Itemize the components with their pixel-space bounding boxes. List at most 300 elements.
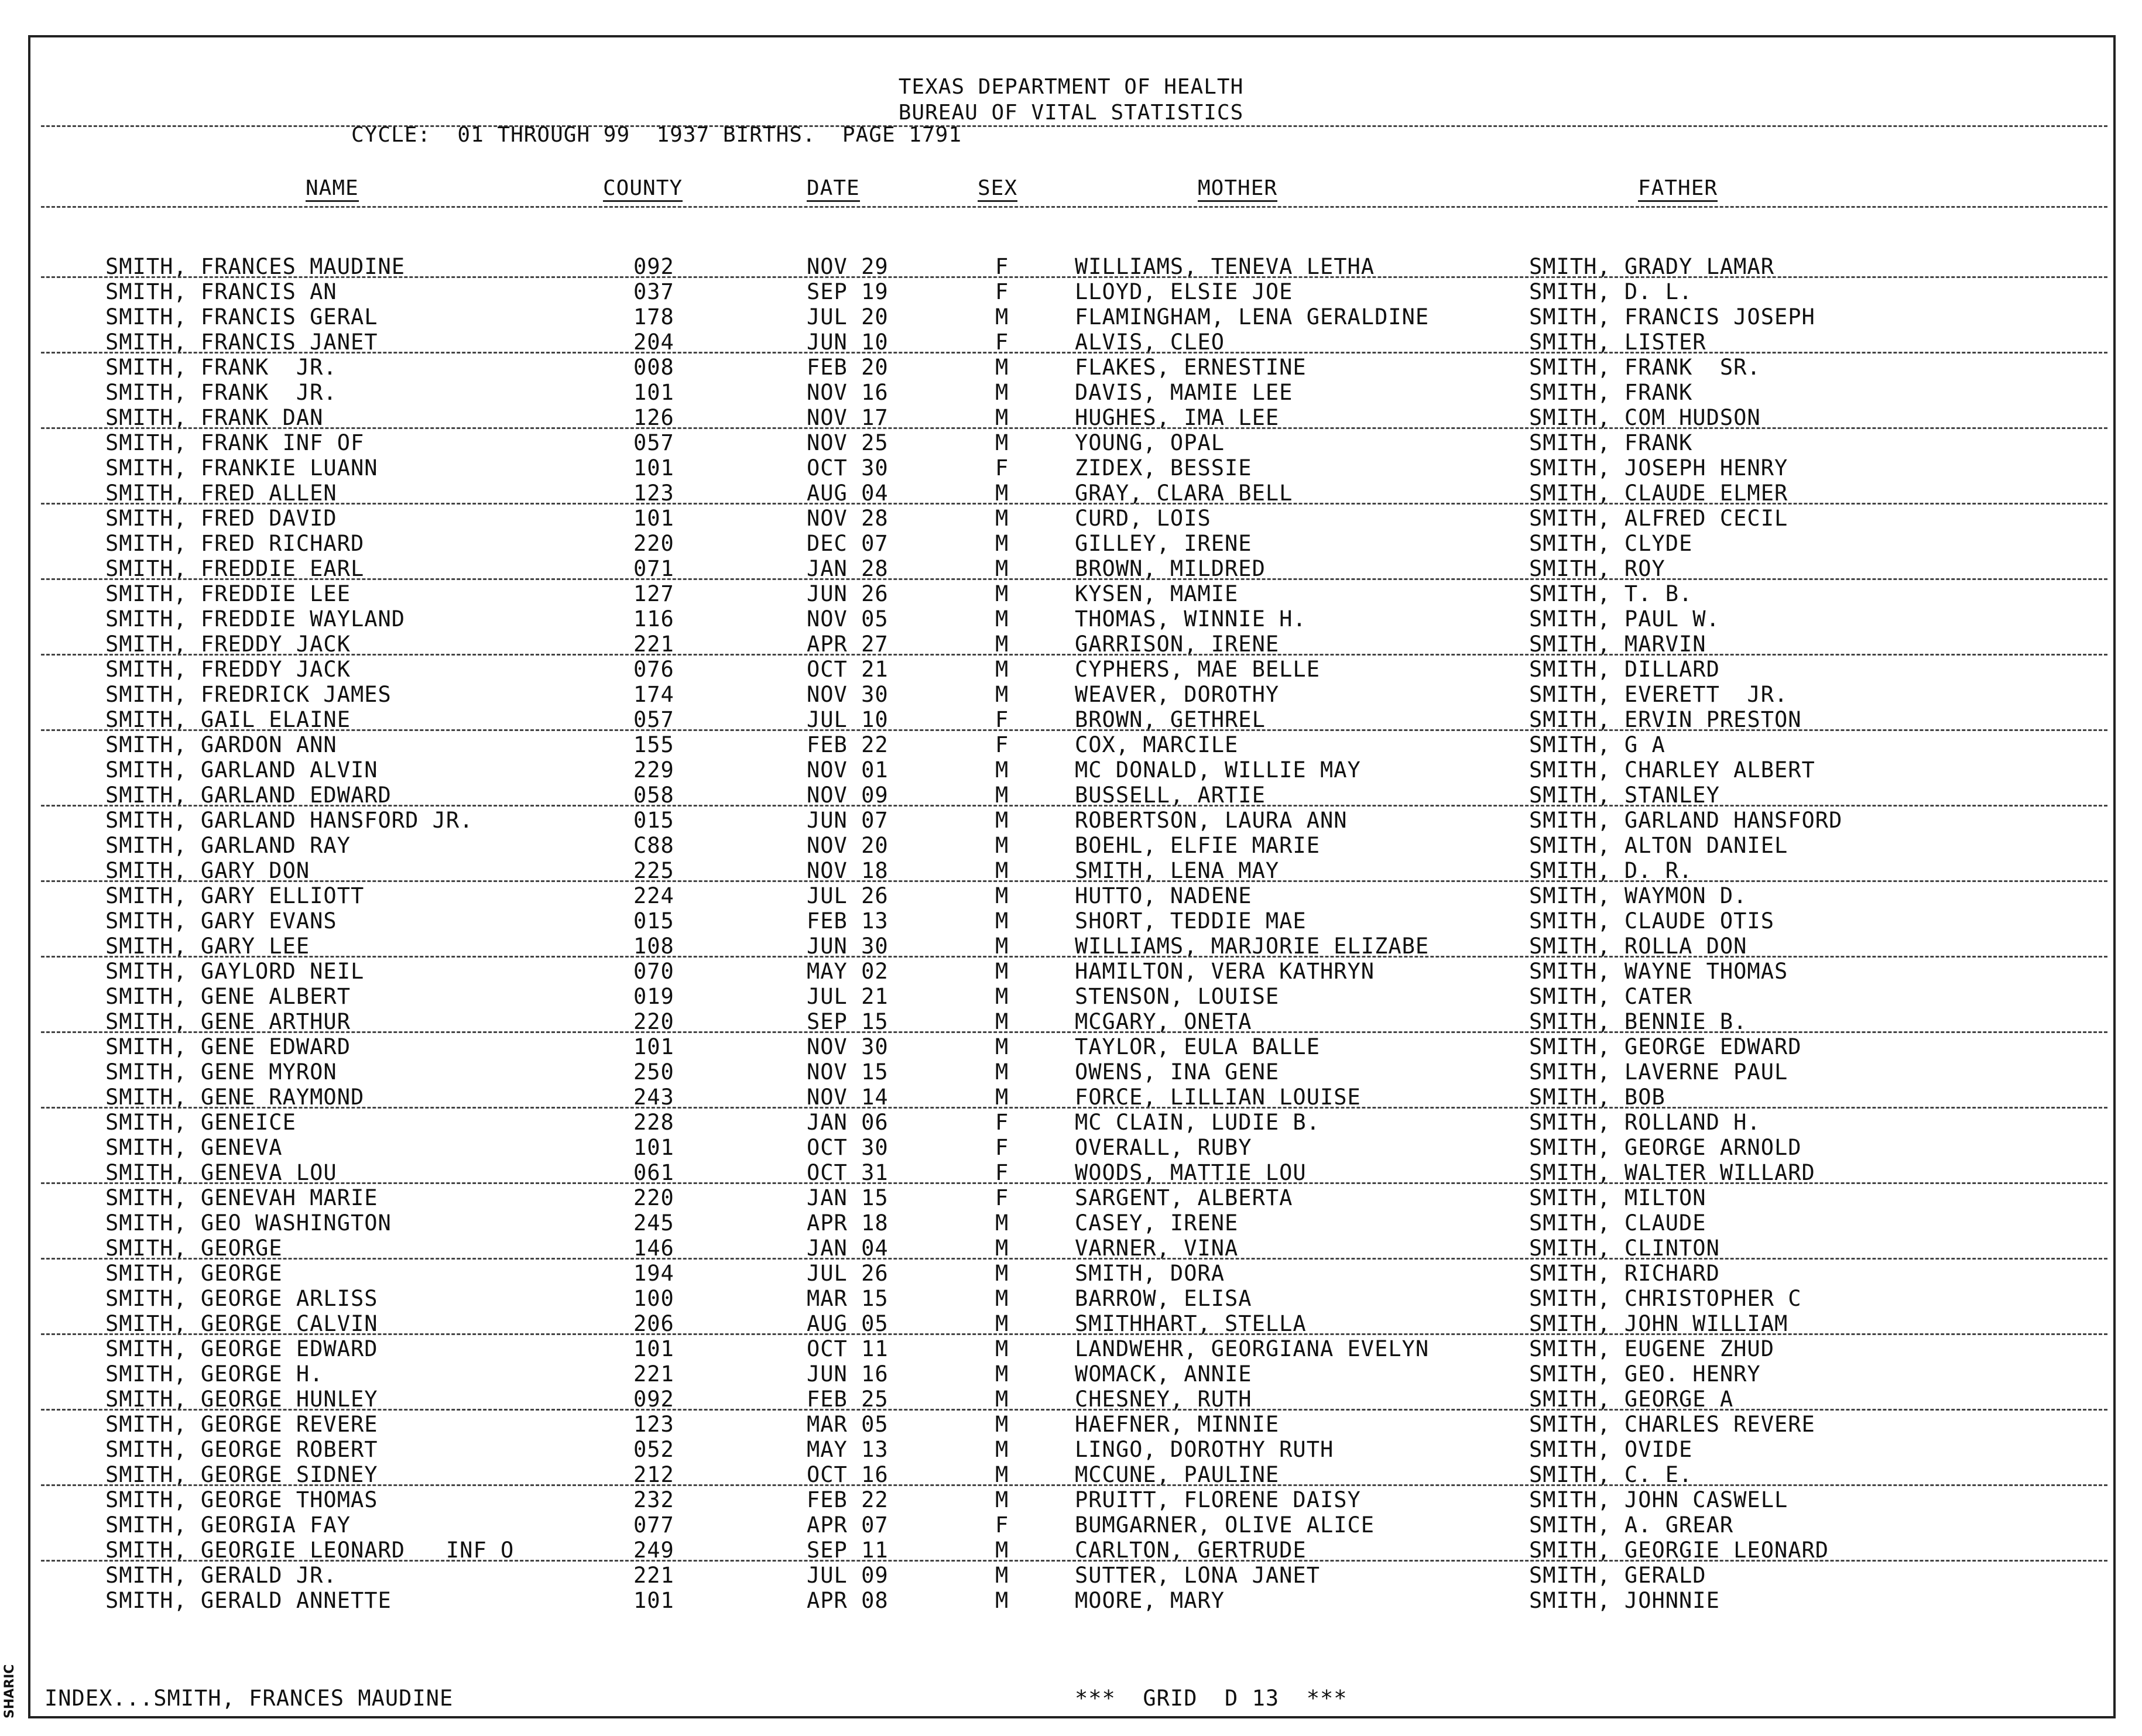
cell-mother: WOMACK, ANNIE xyxy=(1075,1361,1252,1387)
cell-sex: F xyxy=(995,330,1009,355)
cell-date: NOV 01 xyxy=(807,757,889,783)
cell-county: 101 xyxy=(633,1588,674,1613)
cell-date: JAN 04 xyxy=(807,1236,889,1261)
row-separator xyxy=(41,1107,2107,1109)
table-row xyxy=(0,1110,2142,1135)
cell-sex: M xyxy=(995,1286,1009,1311)
cell-county: 077 xyxy=(633,1512,674,1538)
cell-name: SMITH, FRANK JR. xyxy=(105,380,337,405)
cell-father: SMITH, ERVIN PRESTON xyxy=(1529,707,1802,732)
cell-county: 015 xyxy=(633,808,674,833)
cell-father: SMITH, GARLAND HANSFORD xyxy=(1529,808,1843,833)
cell-mother: CHESNEY, RUTH xyxy=(1075,1387,1252,1412)
cell-county: 019 xyxy=(633,984,674,1009)
cell-name: SMITH, GENEVA xyxy=(105,1135,283,1160)
cell-county: 058 xyxy=(633,783,674,808)
row-separator xyxy=(41,880,2107,882)
cell-mother: ROBERTSON, LAURA ANN xyxy=(1075,808,1348,833)
row-separator xyxy=(41,276,2107,278)
cell-county: 221 xyxy=(633,632,674,657)
cell-mother: SMITHHART, STELLA xyxy=(1075,1311,1307,1336)
cell-county: 155 xyxy=(633,732,674,757)
column-header-separator xyxy=(41,206,2107,208)
cell-mother: WILLIAMS, TENEVA LETHA xyxy=(1075,254,1375,279)
table-row xyxy=(0,833,2142,858)
cell-county: 076 xyxy=(633,657,674,682)
table-row xyxy=(0,430,2142,455)
table-row xyxy=(0,1462,2142,1487)
cell-sex: M xyxy=(995,1387,1009,1412)
cell-county: 225 xyxy=(633,858,674,883)
cell-sex: F xyxy=(995,1512,1009,1538)
cell-sex: M xyxy=(995,1487,1009,1512)
cell-father: SMITH, D. R. xyxy=(1529,858,1693,883)
cell-sex: F xyxy=(995,279,1009,304)
cell-sex: M xyxy=(995,1311,1009,1336)
cell-date: JUL 09 xyxy=(807,1563,889,1588)
cell-date: DEC 07 xyxy=(807,531,889,556)
cell-sex: F xyxy=(995,707,1009,732)
cell-date: SEP 15 xyxy=(807,1009,889,1034)
cell-county: 015 xyxy=(633,908,674,934)
cell-name: SMITH, FRANKIE LUANN xyxy=(105,455,378,481)
cell-father: SMITH, T. B. xyxy=(1529,581,1693,606)
cell-sex: F xyxy=(995,455,1009,481)
cell-mother: HAMILTON, VERA KATHRYN xyxy=(1075,959,1375,984)
cell-name: SMITH, GARLAND ALVIN xyxy=(105,757,378,783)
cell-father: SMITH, FRANK xyxy=(1529,430,1693,455)
cell-county: 220 xyxy=(633,1185,674,1210)
cell-date: MAR 05 xyxy=(807,1412,889,1437)
cell-name: SMITH, GEORGE HUNLEY xyxy=(105,1387,378,1412)
table-row xyxy=(0,1487,2142,1512)
cell-date: JUN 07 xyxy=(807,808,889,833)
cell-sex: M xyxy=(995,1412,1009,1437)
cell-name: SMITH, GEORGIE LEONARD INF O xyxy=(105,1538,515,1563)
cell-date: SEP 19 xyxy=(807,279,889,304)
cell-mother: BROWN, MILDRED xyxy=(1075,556,1266,581)
cell-name: SMITH, GARY LEE xyxy=(105,934,310,959)
cell-county: 220 xyxy=(633,531,674,556)
cell-county: 229 xyxy=(633,757,674,783)
table-row xyxy=(0,959,2142,984)
cell-name: SMITH, GARLAND EDWARD xyxy=(105,783,392,808)
cell-mother: MOORE, MARY xyxy=(1075,1588,1225,1613)
cell-mother: PRUITT, FLORENE DAISY xyxy=(1075,1487,1361,1512)
row-separator xyxy=(41,1182,2107,1184)
cell-sex: M xyxy=(995,606,1009,632)
cell-mother: ALVIS, CLEO xyxy=(1075,330,1225,355)
cell-name: SMITH, FRANK INF OF xyxy=(105,430,365,455)
cell-sex: M xyxy=(995,1437,1009,1462)
cell-county: 100 xyxy=(633,1286,674,1311)
cell-date: AUG 05 xyxy=(807,1311,889,1336)
row-separator xyxy=(41,805,2107,807)
cell-sex: M xyxy=(995,380,1009,405)
cell-sex: M xyxy=(995,883,1009,908)
cell-date: NOV 20 xyxy=(807,833,889,858)
cell-sex: M xyxy=(995,1588,1009,1613)
cell-county: 228 xyxy=(633,1110,674,1135)
cell-sex: M xyxy=(995,1563,1009,1588)
cell-sex: F xyxy=(995,1135,1009,1160)
cell-father: SMITH, GEO. HENRY xyxy=(1529,1361,1761,1387)
cell-name: SMITH, GARLAND HANSFORD JR. xyxy=(105,808,474,833)
cell-county: 123 xyxy=(633,1412,674,1437)
cell-name: SMITH, FRED ALLEN xyxy=(105,481,337,506)
cell-date: FEB 20 xyxy=(807,355,889,380)
cell-mother: OWENS, INA GENE xyxy=(1075,1059,1280,1085)
cell-father: SMITH, CLINTON xyxy=(1529,1236,1720,1261)
table-row xyxy=(0,556,2142,581)
cell-date: APR 18 xyxy=(807,1210,889,1236)
cell-date: NOV 17 xyxy=(807,405,889,430)
table-row xyxy=(0,531,2142,556)
cell-county: 101 xyxy=(633,1135,674,1160)
cell-date: APR 08 xyxy=(807,1588,889,1613)
table-row xyxy=(0,1009,2142,1034)
cell-name: SMITH, FRANCIS GERAL xyxy=(105,304,378,330)
cell-father: SMITH, WAYNE THOMAS xyxy=(1529,959,1788,984)
cell-father: SMITH, RICHARD xyxy=(1529,1261,1720,1286)
cell-name: SMITH, GENEICE xyxy=(105,1110,296,1135)
cell-father: SMITH, JOHNNIE xyxy=(1529,1588,1720,1613)
cell-sex: M xyxy=(995,808,1009,833)
cell-name: SMITH, GENE MYRON xyxy=(105,1059,337,1085)
cell-mother: GRAY, CLARA BELL xyxy=(1075,481,1293,506)
cell-name: SMITH, GENE ALBERT xyxy=(105,984,351,1009)
cell-father: SMITH, C. E. xyxy=(1529,1462,1693,1487)
table-row xyxy=(0,1311,2142,1336)
cell-county: 008 xyxy=(633,355,674,380)
cell-father: SMITH, JOHN CASWELL xyxy=(1529,1487,1788,1512)
cell-name: SMITH, FREDDY JACK xyxy=(105,657,351,682)
cell-sex: M xyxy=(995,858,1009,883)
table-row xyxy=(0,1336,2142,1361)
cell-date: OCT 31 xyxy=(807,1160,889,1185)
cell-name: SMITH, GEORGE REVERE xyxy=(105,1412,378,1437)
row-separator xyxy=(41,956,2107,958)
cell-mother: FLAKES, ERNESTINE xyxy=(1075,355,1307,380)
cell-mother: HUGHES, IMA LEE xyxy=(1075,405,1280,430)
cell-name: SMITH, FRANCIS JANET xyxy=(105,330,378,355)
cell-date: OCT 21 xyxy=(807,657,889,682)
table-row xyxy=(0,1135,2142,1160)
cell-mother: VARNER, VINA xyxy=(1075,1236,1239,1261)
table-row xyxy=(0,1210,2142,1236)
cell-father: SMITH, EVERETT JR. xyxy=(1529,682,1788,707)
cell-father: SMITH, GEORGE EDWARD xyxy=(1529,1034,1802,1059)
column-header-county: COUNTY xyxy=(603,177,683,202)
cell-date: NOV 14 xyxy=(807,1085,889,1110)
cell-mother: SMITH, DORA xyxy=(1075,1261,1225,1286)
cell-date: NOV 16 xyxy=(807,380,889,405)
cell-county: 123 xyxy=(633,481,674,506)
cell-county: C88 xyxy=(633,833,674,858)
row-separator xyxy=(41,1484,2107,1486)
cell-sex: M xyxy=(995,682,1009,707)
cell-father: SMITH, MARVIN xyxy=(1529,632,1706,657)
table-row xyxy=(0,380,2142,405)
table-row xyxy=(0,1059,2142,1085)
cell-county: 221 xyxy=(633,1563,674,1588)
cell-mother: BUMGARNER, OLIVE ALICE xyxy=(1075,1512,1375,1538)
cell-date: JUL 10 xyxy=(807,707,889,732)
cell-date: FEB 25 xyxy=(807,1387,889,1412)
cell-county: 224 xyxy=(633,883,674,908)
cell-sex: M xyxy=(995,1261,1009,1286)
column-header-mother: MOTHER xyxy=(1198,177,1277,202)
cell-date: JUL 26 xyxy=(807,1261,889,1286)
cell-county: 245 xyxy=(633,1210,674,1236)
cell-name: SMITH, GEO WASHINGTON xyxy=(105,1210,392,1236)
cell-mother: COX, MARCILE xyxy=(1075,732,1239,757)
cell-county: 146 xyxy=(633,1236,674,1261)
cell-sex: M xyxy=(995,959,1009,984)
table-row xyxy=(0,657,2142,682)
cell-name: SMITH, GENE ARTHUR xyxy=(105,1009,351,1034)
cell-mother: STENSON, LOUISE xyxy=(1075,984,1280,1009)
cell-date: APR 07 xyxy=(807,1512,889,1538)
table-row xyxy=(0,883,2142,908)
cell-name: SMITH, FRANCIS AN xyxy=(105,279,337,304)
cell-name: SMITH, GARDON ANN xyxy=(105,732,337,757)
cell-mother: WOODS, MATTIE LOU xyxy=(1075,1160,1307,1185)
cell-date: JAN 06 xyxy=(807,1110,889,1135)
row-separator xyxy=(41,1258,2107,1260)
cell-date: NOV 29 xyxy=(807,254,889,279)
cell-father: SMITH, LAVERNE PAUL xyxy=(1529,1059,1788,1085)
cell-mother: TAYLOR, EULA BALLE xyxy=(1075,1034,1320,1059)
cell-date: AUG 04 xyxy=(807,481,889,506)
department-title: TEXAS DEPARTMENT OF HEALTH xyxy=(898,75,1244,99)
cell-date: OCT 11 xyxy=(807,1336,889,1361)
cell-date: NOV 30 xyxy=(807,1034,889,1059)
cell-name: SMITH, GAIL ELAINE xyxy=(105,707,351,732)
cell-sex: F xyxy=(995,1160,1009,1185)
cell-sex: M xyxy=(995,1236,1009,1261)
cell-mother: MC CLAIN, LUDIE B. xyxy=(1075,1110,1320,1135)
cell-mother: WEAVER, DOROTHY xyxy=(1075,682,1280,707)
cell-father: SMITH, GRADY LAMAR xyxy=(1529,254,1774,279)
table-row xyxy=(0,1588,2142,1613)
cell-date: FEB 22 xyxy=(807,732,889,757)
cell-sex: M xyxy=(995,556,1009,581)
table-row xyxy=(0,858,2142,883)
cell-mother: FLAMINGHAM, LENA GERALDINE xyxy=(1075,304,1430,330)
cell-sex: M xyxy=(995,984,1009,1009)
cell-sex: M xyxy=(995,1462,1009,1487)
cell-father: SMITH, CLAUDE xyxy=(1529,1210,1706,1236)
cell-father: SMITH, CHARLES REVERE xyxy=(1529,1412,1815,1437)
table-row xyxy=(0,632,2142,657)
cell-mother: SMITH, LENA MAY xyxy=(1075,858,1280,883)
table-row xyxy=(0,1361,2142,1387)
table-row xyxy=(0,908,2142,934)
cell-county: 220 xyxy=(633,1009,674,1034)
cell-name: SMITH, FREDDIE WAYLAND xyxy=(105,606,406,632)
cell-date: JUN 10 xyxy=(807,330,889,355)
cell-father: SMITH, CHRISTOPHER C xyxy=(1529,1286,1802,1311)
row-separator xyxy=(41,1333,2107,1335)
cell-father: SMITH, EUGENE ZHUD xyxy=(1529,1336,1774,1361)
cell-date: FEB 13 xyxy=(807,908,889,934)
cell-name: SMITH, GARY DON xyxy=(105,858,310,883)
cell-sex: M xyxy=(995,1059,1009,1085)
cell-county: 057 xyxy=(633,707,674,732)
cell-name: SMITH, GEORGE EDWARD xyxy=(105,1336,378,1361)
cell-mother: BROWN, GETHREL xyxy=(1075,707,1266,732)
cell-father: SMITH, OVIDE xyxy=(1529,1437,1693,1462)
cell-mother: LINGO, DOROTHY RUTH xyxy=(1075,1437,1334,1462)
cell-date: JUL 26 xyxy=(807,883,889,908)
cell-name: SMITH, GENEVA LOU xyxy=(105,1160,337,1185)
cell-father: SMITH, LISTER xyxy=(1529,330,1706,355)
cell-county: 206 xyxy=(633,1311,674,1336)
cell-name: SMITH, GENE EDWARD xyxy=(105,1034,351,1059)
cell-mother: MC DONALD, WILLIE MAY xyxy=(1075,757,1361,783)
column-header-sex: SEX xyxy=(978,177,1017,202)
cell-sex: M xyxy=(995,1538,1009,1563)
column-header-name: NAME xyxy=(306,177,359,202)
side-label: SHARIC xyxy=(2,1664,17,1719)
table-row xyxy=(0,279,2142,304)
cell-name: SMITH, FREDDIE LEE xyxy=(105,581,351,606)
cell-mother: GILLEY, IRENE xyxy=(1075,531,1252,556)
cycle-line: CYCLE: 01 THROUGH 99 1937 BIRTHS. PAGE 1791 xyxy=(351,123,962,147)
cell-date: JAN 28 xyxy=(807,556,889,581)
cell-sex: M xyxy=(995,581,1009,606)
cell-name: SMITH, GEORGE SIDNEY xyxy=(105,1462,378,1487)
cell-sex: M xyxy=(995,430,1009,455)
table-row xyxy=(0,355,2142,380)
cell-name: SMITH, FRANK DAN xyxy=(105,405,324,430)
table-row xyxy=(0,1185,2142,1210)
cell-date: NOV 30 xyxy=(807,682,889,707)
cell-sex: M xyxy=(995,757,1009,783)
cell-father: SMITH, WAYMON D. xyxy=(1529,883,1747,908)
table-row xyxy=(0,707,2142,732)
cell-sex: M xyxy=(995,405,1009,430)
cell-mother: CARLTON, GERTRUDE xyxy=(1075,1538,1307,1563)
cell-mother: CURD, LOIS xyxy=(1075,506,1211,531)
cell-name: SMITH, FREDRICK JAMES xyxy=(105,682,392,707)
row-separator xyxy=(41,427,2107,429)
table-row xyxy=(0,405,2142,430)
cell-name: SMITH, FREDDIE EARL xyxy=(105,556,365,581)
cell-date: SEP 11 xyxy=(807,1538,889,1563)
table-row xyxy=(0,1236,2142,1261)
cell-mother: DAVIS, MAMIE LEE xyxy=(1075,380,1293,405)
row-separator xyxy=(41,503,2107,505)
cell-father: SMITH, MILTON xyxy=(1529,1185,1706,1210)
cell-county: 116 xyxy=(633,606,674,632)
table-row xyxy=(0,1538,2142,1563)
row-separator xyxy=(41,352,2107,354)
cell-mother: CASEY, IRENE xyxy=(1075,1210,1239,1236)
cell-county: 071 xyxy=(633,556,674,581)
row-separator xyxy=(41,1409,2107,1411)
cell-county: 070 xyxy=(633,959,674,984)
cell-name: SMITH, GAYLORD NEIL xyxy=(105,959,365,984)
cell-father: SMITH, D. L. xyxy=(1529,279,1693,304)
cell-name: SMITH, GARLAND RAY xyxy=(105,833,351,858)
cell-date: NOV 28 xyxy=(807,506,889,531)
cell-date: JUL 20 xyxy=(807,304,889,330)
cell-sex: M xyxy=(995,1210,1009,1236)
cell-mother: GARRISON, IRENE xyxy=(1075,632,1280,657)
table-row xyxy=(0,1085,2142,1110)
cell-father: SMITH, JOHN WILLIAM xyxy=(1529,1311,1788,1336)
cell-father: SMITH, DILLARD xyxy=(1529,657,1720,682)
cell-mother: KYSEN, MAMIE xyxy=(1075,581,1239,606)
cell-date: JUL 21 xyxy=(807,984,889,1009)
table-row xyxy=(0,1286,2142,1311)
cell-father: SMITH, WALTER WILLARD xyxy=(1529,1160,1815,1185)
cell-county: 127 xyxy=(633,581,674,606)
cell-sex: M xyxy=(995,531,1009,556)
cell-sex: M xyxy=(995,908,1009,934)
cell-county: 101 xyxy=(633,455,674,481)
table-row xyxy=(0,984,2142,1009)
cell-sex: M xyxy=(995,1009,1009,1034)
cell-sex: M xyxy=(995,304,1009,330)
cell-father: SMITH, CLYDE xyxy=(1529,531,1693,556)
table-row xyxy=(0,455,2142,481)
cell-father: SMITH, FRANK xyxy=(1529,380,1693,405)
cell-date: NOV 05 xyxy=(807,606,889,632)
column-header-father: FATHER xyxy=(1638,177,1718,202)
cell-father: SMITH, FRANK SR. xyxy=(1529,355,1761,380)
cell-county: 057 xyxy=(633,430,674,455)
cell-county: 194 xyxy=(633,1261,674,1286)
cell-father: SMITH, PAUL W. xyxy=(1529,606,1720,632)
cell-father: SMITH, A. GREAR xyxy=(1529,1512,1734,1538)
cell-father: SMITH, ROLLAND H. xyxy=(1529,1110,1761,1135)
cell-name: SMITH, GEORGE xyxy=(105,1236,283,1261)
cell-county: 101 xyxy=(633,506,674,531)
cell-mother: MCCUNE, PAULINE xyxy=(1075,1462,1280,1487)
cell-father: SMITH, BENNIE B. xyxy=(1529,1009,1747,1034)
cell-date: NOV 15 xyxy=(807,1059,889,1085)
cell-sex: M xyxy=(995,632,1009,657)
cell-county: 108 xyxy=(633,934,674,959)
cell-mother: CYPHERS, MAE BELLE xyxy=(1075,657,1320,682)
cell-date: OCT 16 xyxy=(807,1462,889,1487)
cell-date: NOV 18 xyxy=(807,858,889,883)
cell-father: SMITH, BOB xyxy=(1529,1085,1665,1110)
cell-name: SMITH, GEORGE THOMAS xyxy=(105,1487,378,1512)
cell-name: SMITH, GEORGIA FAY xyxy=(105,1512,351,1538)
cell-father: SMITH, CHARLEY ALBERT xyxy=(1529,757,1815,783)
cell-father: SMITH, ALTON DANIEL xyxy=(1529,833,1788,858)
cell-name: SMITH, GARY EVANS xyxy=(105,908,337,934)
cell-county: 249 xyxy=(633,1538,674,1563)
cell-father: SMITH, CLAUDE ELMER xyxy=(1529,481,1788,506)
cell-father: SMITH, FRANCIS JOSEPH xyxy=(1529,304,1815,330)
cell-father: SMITH, JOSEPH HENRY xyxy=(1529,455,1788,481)
cell-mother: BUSSELL, ARTIE xyxy=(1075,783,1266,808)
table-row xyxy=(0,1563,2142,1588)
cell-sex: F xyxy=(995,1110,1009,1135)
table-row xyxy=(0,732,2142,757)
cell-father: SMITH, G A xyxy=(1529,732,1665,757)
cell-county: 101 xyxy=(633,1034,674,1059)
cell-sex: F xyxy=(995,732,1009,757)
table-row xyxy=(0,481,2142,506)
cell-name: SMITH, GENEVAH MARIE xyxy=(105,1185,378,1210)
cell-mother: YOUNG, OPAL xyxy=(1075,430,1225,455)
